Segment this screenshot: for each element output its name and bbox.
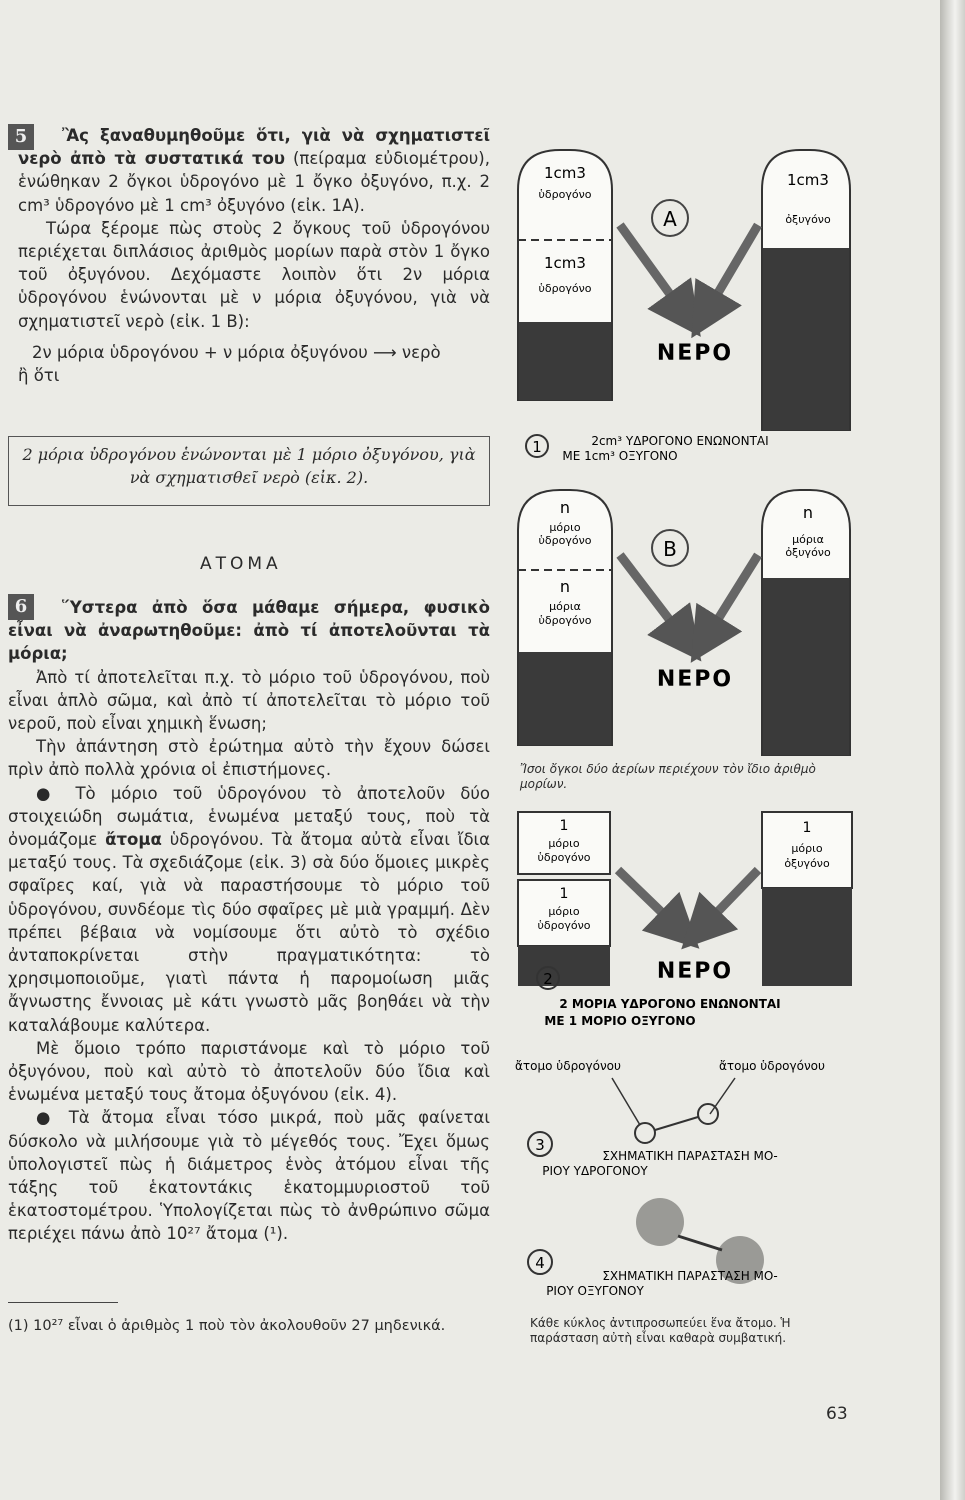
h-top-label: ὑδρογόνο [538,188,592,201]
hydrogen-atom [635,1123,655,1143]
water-level [519,322,611,400]
section-6-p3-cont: ὑδρογόνου. Τὰ ἄτομα αὐτὰ εἶναι ἴδια μεταξύ τους. Τὰ σχεδιάζομε (εἰκ. 3) σὰ δύο ὅμοιες μικρὲς σφαῖρες καί, γιὰ νὰ παραστήσουμε τὸ μόριο τοῦ ὑδρογόνου, συνδέομε τὶς δύο σφαῖρες μὲ μιὰ γραμμή. Δὲν πρέπει βέβαια νὰ νομίσουμε ὅτι αὐτὸ τὸ σχέδιο ἀνταποκρίνεται στὴν πραγματικότητα: τὸ χρησιμοποιοῦμε, γιατὶ πάντα ἡ παρομοίωση μιᾶς ἄγνωστης ἔννοιας μὲ κάτι γνωστὸ μᾶς βοηθάει νὰ τὴν καταλάβουμε καλύτερα. [8,830,490,1035]
fig-3-caption-l2: ΡΙΟΥ ΥΔΡΟΓΟΝΟΥ [542,1164,648,1178]
n2-l2: ὑδρογόνο [538,614,592,627]
section-6-p1: Ἀπὸ τί ἀποτελεῖται π.χ. τὸ μόριο τοῦ ὑδρογόνου, ποὺ εἶναι ἁπλὸ σῶμα, καὶ ἀπὸ τί ἀποτελεῖται τὸ μόριο τοῦ νεροῦ, ποὺ εἶναι χημικὴ ἕνωση; [8,667,490,734]
footnote-rule [8,1302,118,1303]
b2-l1: μόριο [548,905,580,918]
n1: n [559,498,571,517]
n1-l2: ὑδρογόνο [538,534,592,547]
fig-3-caption-l1: ΣΧΗΜΑΤΙΚΗ ΠΑΡΑΣΤΑΣΗ ΜΟ- [602,1149,778,1163]
atom-left-label: ἄτομο ὑδρογόνου [515,1059,621,1073]
n2-l1: μόρια [549,600,581,613]
h-bottom-label: ὑδρογόνο [538,282,592,295]
figure-2 [518,812,852,1028]
b3-l1: μόριο [791,842,823,855]
water-label: ΝΕΡΟ [656,959,734,984]
b1-l2: ὑδρογόνο [537,851,591,864]
n3: n [802,503,814,522]
n3-l1: μόρια [792,533,824,546]
section-6-text [8,596,490,1246]
o-label: ὀξυγόνο [785,213,831,226]
section-6-p3: Τὸ μόριο τοῦ ὑδρογόνου τὸ ἀποτελοῦν δύο στοιχειώδη σωμάτια, ἑνωμένα μεταξύ τους, ποὺ τὰ ὀνομάζομε [8,783,490,850]
arrow-icon [620,555,685,640]
figure-1-number: 1 [532,438,542,456]
arrow-icon [705,225,758,315]
water-level [519,652,611,745]
section-5-lead: Ἂς ξαναθυμηθοῦμε ὅτι, γιὰ νὰ σχηματιστεῖ νερὸ ἀπὸ τὰ συστατικά του [18,126,490,169]
figure-3 [515,1059,825,1178]
or-text: ἢ ὅτι [18,366,60,386]
o-volume: 1cm3 [787,171,829,189]
fig-1b-caption: Ἴσοι ὄγκοι δύο ἀερίων περιέχουν τὸν ἴδιο ἀριθμὸ μορίων. [520,762,816,791]
fig-1a-letter: Α [663,207,677,231]
b1-num: 1 [559,818,569,834]
page-edge [940,0,965,1500]
n3-l2: ὀξυγόνο [785,546,831,559]
water-level [763,248,849,430]
n1-l1: μόριο [549,521,581,534]
equation: 2ν μόρια ὑδρογόνου + ν μόρια ὀξυγόνου ⟶ νερὸ [32,342,441,362]
n2: n [559,577,571,596]
b2-l2: ὑδρογόνο [537,919,591,932]
bullet-icon: ● [36,1108,69,1128]
figure-4-number: 4 [535,1254,545,1272]
arrow-icon [700,870,758,930]
figure-1a [518,150,850,463]
water-level [762,888,852,986]
figures [500,130,890,1390]
atoms-heading: ΑΤΟΜΑ [200,554,282,574]
water-level [518,946,610,986]
water-level [763,578,849,755]
bond-line [678,1236,722,1250]
water-label: ΝΕΡΟ [656,341,734,366]
arrow-icon [620,225,685,315]
fig-2-caption-l1: 2 ΜΟΡΙΑ ΥΔΡΟΓΟΝΟ ΕΝΩΝΟΝΤΑΙ [559,997,781,1011]
pointer-line [710,1078,735,1114]
oxygen-atom [636,1198,684,1246]
fig-4-caption-l2: ΡΙΟΥ ΟΞΥΓΟΝΟΥ [546,1284,644,1298]
figure-1b [518,490,850,755]
water-label: ΝΕΡΟ [656,667,734,692]
b3-l2: ὀξυγόνο [784,857,830,870]
bullet-icon: ● [36,783,76,803]
arrow-icon [618,870,680,930]
pointer-line [612,1078,640,1125]
term-atoms: ἄτομα [105,830,162,850]
page-number: 63 [826,1404,848,1424]
section-5-p1: (πείραμα εὐδιομέτρου), ἑνώθηκαν 2 ὄγκοι ὑδρογόνο μὲ 1 ὄγκο ὀξυγόνο, π.χ. 2 cm³ ὑδρογόνο μὲ 1 cm³ ὀξυγόνο (εἰκ. 1Α). [18,149,490,215]
section-6-p2: Τὴν ἀπάντηση στὸ ἐρώτημα αὐτὸ τὴν ἔχουν δώσει πρὶν ἀπὸ πολλὰ χρόνια οἱ ἐπιστήμονες. [8,737,490,780]
section-6-p4: Μὲ ὅμοιο τρόπο παριστάνομε καὶ τὸ μόριο τοῦ ὀξυγόνου, ποὺ καὶ αὐτὸ τὸ ἀποτελοῦν δύο ἴδια καὶ ἑνωμένα μεταξύ τους ἄτομα ὀξυγόνου (εἰκ. 4). [8,1038,490,1105]
h-top-volume: 1cm3 [544,164,586,182]
b3-num: 1 [802,820,812,836]
fig-1b-letter: Β [663,537,677,561]
figure-3-number: 3 [535,1136,545,1154]
section-number-6: 6 [8,594,34,620]
bond-line [655,1117,698,1130]
section-5-text [18,124,490,387]
fig-4-note: Κάθε κύκλος ἀντιπροσωπεύει ἕνα ἄτομο. Ἡ παράσταση αὐτὴ εἶναι καθαρὰ συμβατική. [530,1316,791,1345]
b2-num: 1 [559,886,569,902]
fig-4-caption-l1: ΣΧΗΜΑΤΙΚΗ ΠΑΡΑΣΤΑΣΗ ΜΟ- [602,1269,778,1283]
boxed-statement: 2 μόρια ὑδρογόνου ἑνώνονται μὲ 1 μόριο ὀξυγόνου, γιὰ νὰ σχηματισθεῖ νερὸ (εἰκ. 2). [8,436,490,506]
section-5-p2: Τώρα ξέρομε πὼς στοὺς 2 ὄγκους τοῦ ὑδρογόνου περιέχεται διπλάσιος ἀριθμὸς μορίων παρὰ στὸν 1 ὄγκο τοῦ ὀξυγόνου. Δεχόμαστε λοιπὸν ὅτι 2ν μόρια ὑδρογόνου ἑνώνονται μὲ ν μόρια ὀξυγόνου, γιὰ νὰ σχηματιστεῖ νερὸ (εἰκ. 1 Β): [18,218,490,331]
section-6-lead: Ὕστερα ἀπὸ ὅσα μάθαμε σήμερα, φυσικὸ εἶναι νὰ ἀναρωτηθοῦμε: ἀπὸ τί ἀποτελοῦνται τὰ μόρια; [8,598,490,664]
fig-2-caption-l2: ΜΕ 1 ΜΟΡΙΟ ΟΞΥΓΟΝΟ [544,1014,696,1028]
hydrogen-atom [698,1104,718,1124]
h-bottom-volume: 1cm3 [544,254,586,272]
fig-1-caption-l1: 2cm³ ΥΔΡΟΓΟΝΟ ΕΝΩΝΟΝΤΑΙ [591,434,769,448]
footnote: (1) 10²⁷ εἶναι ὁ ἀριθμὸς 1 ποὺ τὸν ἀκολουθοῦν 27 μηδενικά. [8,1318,446,1334]
fig-1-caption-l2: ΜΕ 1cm³ ΟΞΥΓΟΝΟ [562,449,678,463]
figure-2-number: 2 [543,970,553,988]
b1-l1: μόριο [548,837,580,850]
arrow-icon [705,555,758,640]
figure-4 [528,1198,778,1298]
section-6-p5: Τὰ ἄτομα εἶναι τόσο μικρά, ποὺ μᾶς φαίνεται δύσκολο νὰ μιλήσουμε γιὰ τὸ μέγεθός τους. Ἔχει ὅμως ὑπολογιστεῖ πὼς ἡ διάμετρος ἑνὸς ἀτόμου εἶναι τῆς τάξης τοῦ ἑκατοντάκις ἑκατομμυριοστοῦ τοῦ ἑκατοστομέτρου. Ὑπολογίζεται πὼς τὸ ἀνθρώπινο σῶμα περιέχει πάνω ἀπὸ 10²⁷ ἄτομα (¹). [8,1108,490,1244]
section-number-5: 5 [8,124,34,150]
atom-right-label: ἄτομο ὑδρογόνου [719,1059,825,1073]
